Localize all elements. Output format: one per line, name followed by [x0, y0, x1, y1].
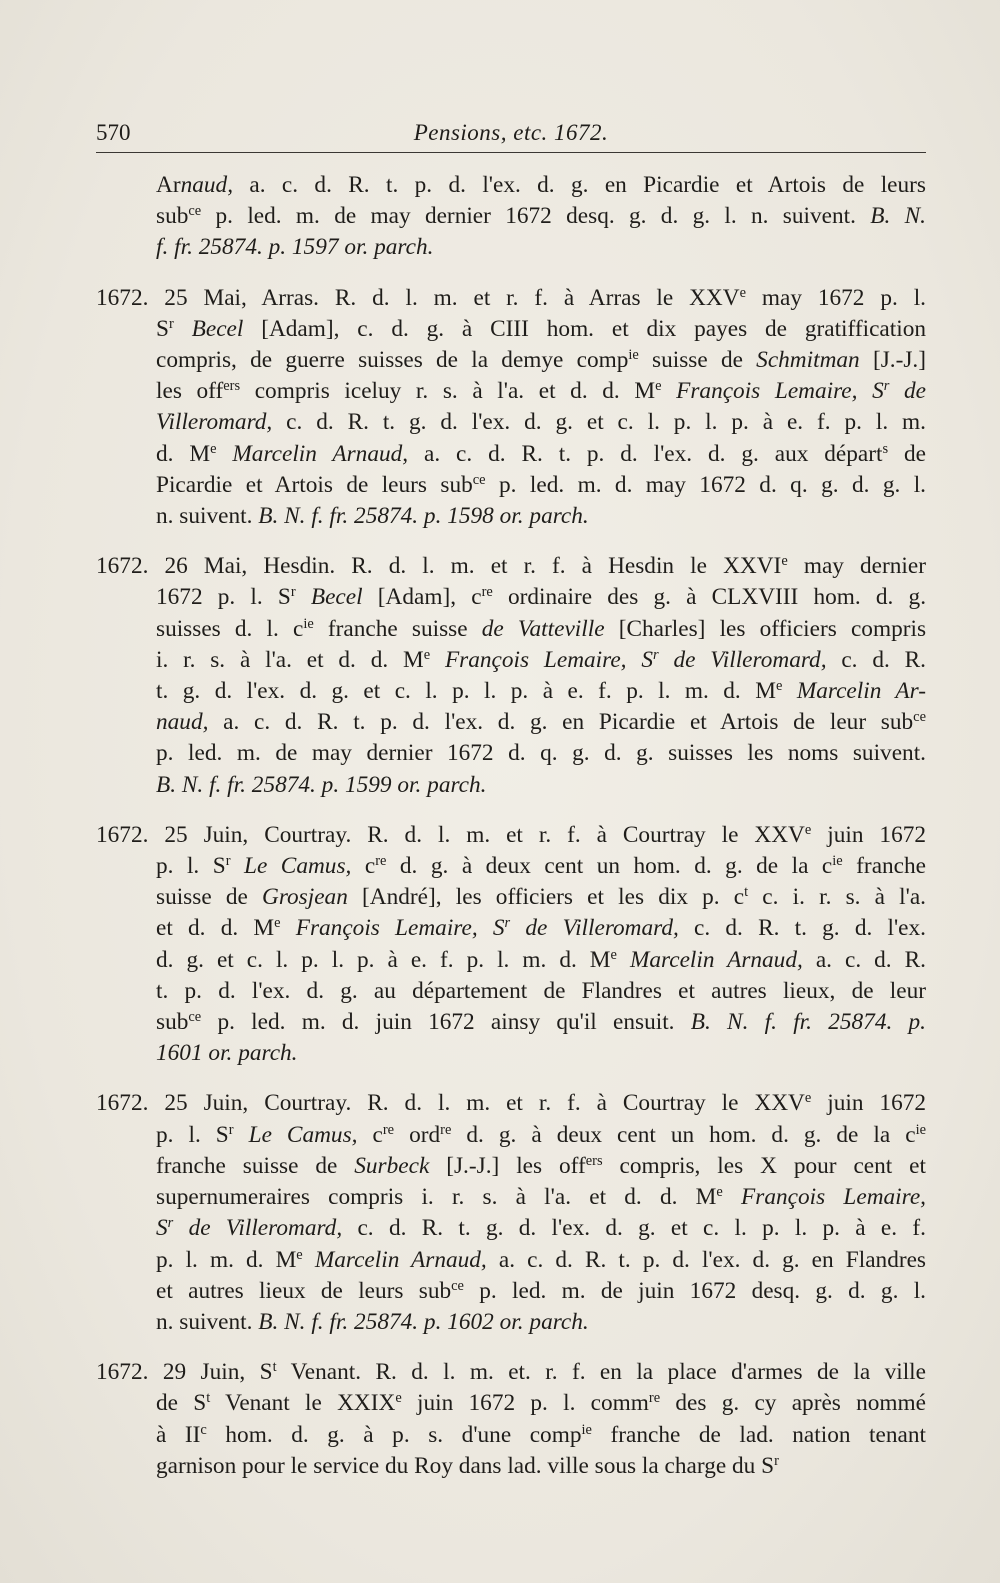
text-line: de $S^t$ Venant le XXIXe juin 1672 p. l. comm$^{re}$ des g. cy après nommé — [156, 1390, 926, 1417]
entry — [96, 170, 926, 264]
text-line: 1601 or. parch. — [156, 1040, 298, 1067]
text-line: n. suivent. B. N. f. fr. 25874. p. 1598 or. parch. — [156, 503, 589, 530]
running-title: Pensions, etc. 1672. — [413, 120, 609, 145]
text-line: compris, de guerre suisses de la demye comp$^{ie}$ suisse de Schmitman [J.-J.] — [156, 347, 926, 374]
text-line: et d. d. Me François Lemaire, $S^r$ de Villeromard, c. d. R. t. g. d. l'ex. — [156, 915, 926, 942]
text-line: f. fr. 25874. p. 1597 or. parch. — [156, 234, 434, 261]
entry — [96, 1088, 926, 1338]
text-line: et autres lieux de leurs sub$^{ce}$ p. led. m. de juin 1672 desq. g. d. g. l. — [156, 1277, 926, 1304]
text-line: Arnaud, a. c. d. R. t. p. d. l'ex. d. g. en Picardie et Artois de leurs — [156, 172, 926, 198]
text-line: 1672. 25 Juin, Courtray. R. d. l. m. et r. f. à Courtray le XXVe juin 1672 — [96, 1090, 927, 1117]
text-line: n. suivent. B. N. f. fr. 25874. p. 1602 or. parch. — [156, 1308, 589, 1335]
text-line: franche suisse de Surbeck [J.-J.] les off$^{ers}$ compris, les X pour cent et — [156, 1152, 926, 1179]
text-line: d. Me Marcelin Arnaud, a. c. d. R. t. p. d. l'ex. d. g. aux départ$^s$ de — [156, 440, 926, 467]
text-line: 1672. 29 Juin, $S^t$ Venant. R. d. l. m. et. r. f. en la place d'armes de la ville — [96, 1359, 926, 1386]
entry — [96, 283, 926, 533]
page-header — [96, 112, 926, 152]
text-line: à $II^c$ hom. d. g. à p. s. d'une comp$^{ie}$ franche de lad. nation tenant — [156, 1421, 926, 1448]
text-line: $S^r$ Becel [Adam], c. d. g. à CIII hom. et dix payes de gratiffication — [156, 315, 926, 342]
text-line: sub$^{ce}$ p. led. m. de may dernier 1672 desq. g. d. g. l. n. suivent. B. N. — [156, 203, 926, 230]
text-line: 1672. 25 Juin, Courtray. R. d. l. m. et r. f. à Courtray le XXVe juin 1672 — [96, 821, 927, 848]
text-line: Villeromard, c. d. R. t. g. d. l'ex. d. g. et c. l. p. l. p. à e. f. p. l. m. — [156, 409, 926, 436]
text-line: B. N. f. fr. 25874. p. 1599 or. parch. — [156, 771, 487, 798]
text-line: suisse de Grosjean [André], les officiers et les dix p. $c^t$ c. i. r. s. à l'a. — [156, 884, 926, 911]
header-rule — [96, 152, 926, 153]
page-number: 570 — [96, 120, 131, 145]
text-line: t. g. d. l'ex. d. g. et c. l. p. l. p. à e. f. p. l. m. d. Me Marcelin Ar- — [156, 678, 926, 705]
entry — [96, 1357, 926, 1482]
entry — [96, 820, 926, 1070]
text-line: p. l. $S^r$ Le Camus, $c^{re}$ ord$^{re}$ d. g. à deux cent un hom. d. g. de la $c^{ie}$ — [156, 1121, 927, 1148]
text-line: sub$^{ce}$ p. led. m. d. juin 1672 ainsy qu'il ensuit. B. N. f. fr. 25874. p. — [156, 1009, 927, 1036]
text-line: Picardie et Artois de leurs sub$^{ce}$ p. led. m. d. may 1672 d. q. g. d. g. l. — [156, 471, 926, 498]
document-body — [96, 170, 926, 1501]
text-line: $S^r$ de Villeromard, c. d. R. t. g. d. l'ex. d. g. et c. l. p. l. p. à e. f. — [156, 1215, 926, 1242]
text-line: d. g. et c. l. p. l. p. à e. f. p. l. m. d. Me Marcelin Arnaud, a. c. d. R. — [156, 946, 926, 973]
text-line: garnison pour le service du Roy dans lad. ville sous la charge du $S^r$ — [156, 1452, 779, 1479]
entry — [96, 551, 926, 801]
text-line: 1672. 25 Mai, Arras. R. d. l. m. et r. f. à Arras le XXVe may 1672 p. l. — [96, 284, 926, 311]
text-line: 1672. 26 Mai, Hesdin. R. d. l. m. et r. f. à Hesdin le XXVIe may dernier — [96, 553, 926, 580]
text-line: p. l. m. d. Me Marcelin Arnaud, a. c. d. R. t. p. d. l'ex. d. g. en Flandres — [156, 1246, 927, 1273]
text-line: i. r. s. à l'a. et d. d. Me François Lemaire, $S^r$ de Villeromard, c. d. R. — [156, 646, 926, 673]
text-line: les off$^{ers}$ compris iceluy r. s. à l'a. et d. d. Me François Lemaire, $S^r$ de — [156, 378, 926, 405]
text-line: suisses d. l. $c^{ie}$ franche suisse de Vatteville [Charles] les officiers compris — [156, 615, 927, 642]
text-line: supernumeraires compris i. r. s. à l'a. et d. d. Me François Lemaire, — [156, 1184, 927, 1211]
text-line: t. p. d. l'ex. d. g. au département de Flandres et autres lieux, de leur — [156, 977, 926, 1004]
text-line: p. l. $S^r$ Le Camus, $c^{re}$ d. g. à deux cent un hom. d. g. de la $c^{ie}$ franche — [156, 853, 927, 880]
text-line: p. led. m. de may dernier 1672 d. q. g. d. g. suisses les noms suivent. — [156, 740, 926, 767]
text-line: 1672 p. l. $S^r$ Becel [Adam], $c^{re}$ ordinaire des g. à CLXVIII hom. d. g. — [156, 584, 927, 611]
text-line: naud, a. c. d. R. t. p. d. l'ex. d. g. en Picardie et Artois de leur sub$^{ce}$ — [156, 709, 926, 736]
